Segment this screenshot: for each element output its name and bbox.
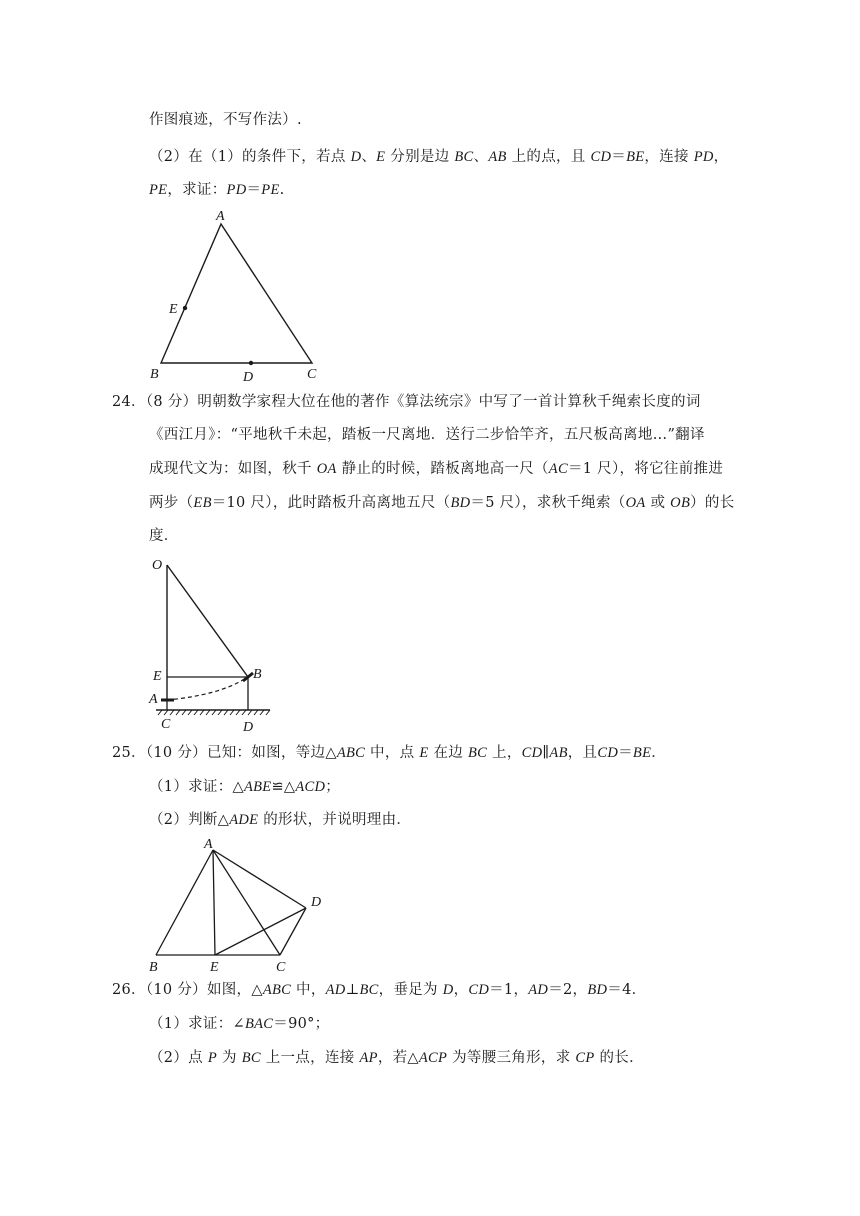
q24-line1: 24．（8 分）明朝数学家程大位在他的著作《算法统宗》中写了一首计算秋千绳索长度的词 — [112, 394, 701, 410]
q25-line1: 25．（10 分）已知：如图，等边△ABC 中，点 E 在边 BC 上，CD∥AB，且CD＝BE． — [112, 745, 667, 761]
label-a: A — [149, 692, 158, 707]
label-b: B — [150, 367, 159, 382]
ground-hatching — [158, 710, 270, 715]
q23-part2-line1: （2）在（1）的条件下，若点 D、E 分别是边 BC、AB 上的点，且 CD＝BE，连接 PD， — [149, 149, 729, 165]
label-d: D — [243, 720, 254, 735]
q24-line4: 两步（EB＝10 尺），此时踏板升高离地五尺（BD＝5 尺），求秋千绳索（OA 或 OB）的长 — [149, 495, 735, 511]
label-d: D — [243, 370, 254, 385]
segment-ae — [213, 850, 215, 955]
side-ab — [156, 850, 213, 955]
label-e: E — [210, 960, 219, 975]
segment-ad — [213, 850, 306, 908]
q24-line5: 度． — [149, 528, 179, 544]
rope-ob — [167, 565, 248, 677]
label-a: A — [216, 209, 225, 224]
q24-line3: 成现代文为：如图，秋千 OA 静止的时候，踏板离地高一尺（AC＝1 尺），将它往前推进 — [149, 461, 724, 477]
q24-swing-figure — [140, 550, 290, 735]
q26-line1: 26．（10 分）如图，△ABC 中，AD⊥BC，垂足为 D，CD＝1，AD＝2，BD＝4． — [112, 982, 647, 998]
q25-part1: （1）求证：△ABE≌△ACD； — [149, 779, 341, 795]
label-e: E — [169, 302, 178, 317]
q23-continuation-line: 作图痕迹，不写作法）. — [149, 112, 302, 128]
q24-line2: 《西江月》：“平地秋千未起，踏板一尺离地．送行二步恰竿齐，五尺板高离地…”翻译 — [149, 427, 705, 443]
label-c: C — [276, 960, 286, 975]
label-d: D — [311, 895, 322, 910]
label-b: B — [149, 960, 158, 975]
triangle-abc — [161, 224, 312, 363]
label-e: E — [153, 669, 162, 684]
point-e-dot — [183, 306, 187, 310]
q23-part2-line2: PE，求证：PD＝PE. — [149, 182, 285, 198]
label-o: O — [152, 558, 163, 573]
q23-triangle-figure — [140, 200, 340, 390]
label-b: B — [253, 667, 262, 682]
q26-part2: （2）点 P 为 BC 上一点，连接 AP，若△ACP 为等腰三角形，求 CP 的长． — [149, 1050, 644, 1066]
q25-triangle-figure — [140, 830, 340, 980]
q26-part1: （1）求证：∠BAC＝90°； — [149, 1016, 330, 1032]
label-a: A — [204, 837, 213, 852]
swing-arc — [167, 678, 246, 700]
point-d-dot — [249, 361, 253, 365]
label-c: C — [307, 367, 317, 382]
q25-part2: （2）判断△ADE 的形状，并说明理由． — [149, 812, 412, 828]
label-c: C — [161, 717, 171, 732]
